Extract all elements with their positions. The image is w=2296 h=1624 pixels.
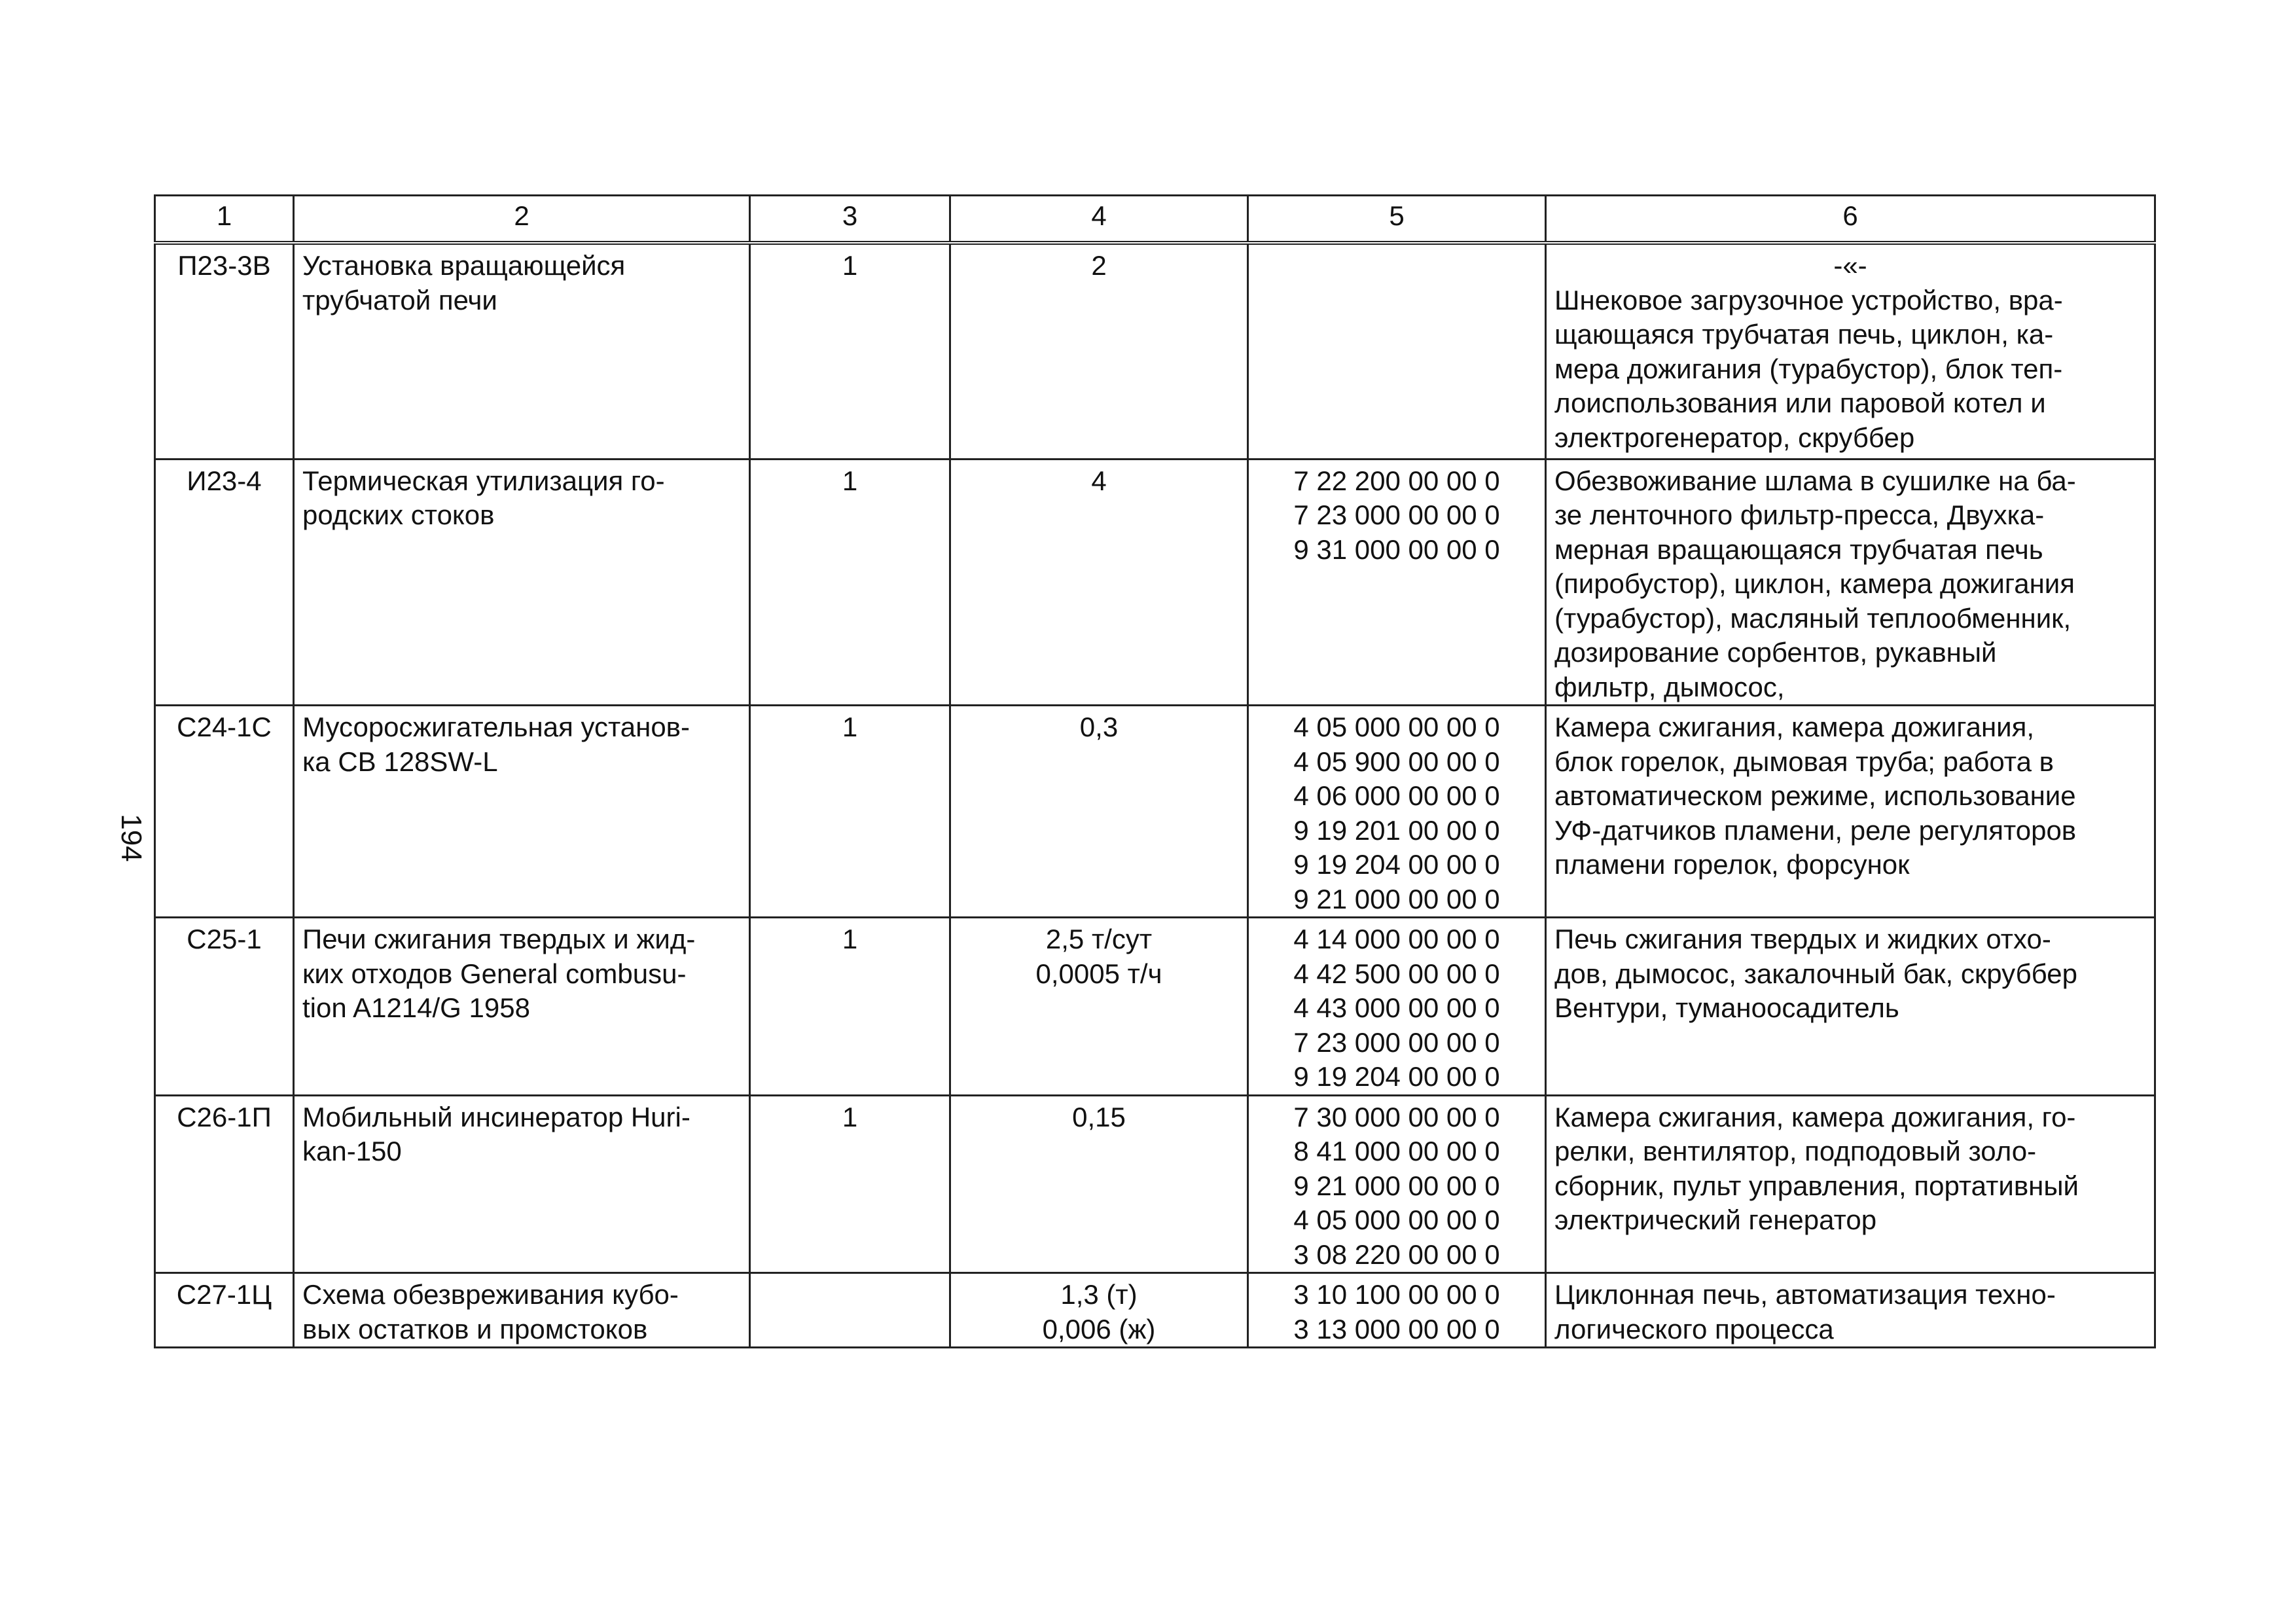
cell-qty: 1 — [750, 918, 950, 1096]
cell-capacity: 4 — [950, 459, 1248, 706]
cell-capacity: 2,5 т/сут 0,0005 т/ч — [950, 918, 1248, 1096]
cell-waste-codes: 3 10 100 00 00 0 3 13 000 00 00 0 — [1248, 1273, 1546, 1348]
table-body — [155, 243, 2155, 1348]
cell-name: Печи сжигания твердых и жид- ких отходов General combusu- tion A1214/G 1958 — [294, 918, 750, 1096]
cell-waste-codes — [1248, 243, 1546, 459]
table-row — [155, 1095, 2155, 1273]
header-col-3: 3 — [750, 196, 950, 244]
cell-qty: 1 — [750, 706, 950, 918]
cell-code: И23-4 — [155, 459, 294, 706]
table-row — [155, 706, 2155, 918]
cell-qty: 1 — [750, 1095, 950, 1273]
cell-name: Мусоросжигательная установ- ка CB 128SW-L — [294, 706, 750, 918]
cell-description: Циклонная печь, автоматизация техно- логического процесса — [1546, 1273, 2155, 1348]
cell-description — [1546, 243, 2155, 459]
cell-code: С26-1П — [155, 1095, 294, 1273]
cell-waste-codes: 7 30 000 00 00 0 8 41 000 00 00 0 9 21 000 00 00 0 4 05 000 00 00 0 3 08 220 00 00 0 — [1248, 1095, 1546, 1273]
cell-description: Обезвоживание шлама в сушилке на ба- зе ленточного фильтр-пресса, Двухка- мерная вращающаяся трубчатая печь (пиробустор), циклон, камера дожигания (турабустор), масляный теплообменник, дозирование сорбентов, рукавный фильтр, дымосос, — [1546, 459, 2155, 706]
cell-code: С25-1 — [155, 918, 294, 1096]
cell-code: С27-1Ц — [155, 1273, 294, 1348]
cell-waste-codes: 4 14 000 00 00 0 4 42 500 00 00 0 4 43 000 00 00 0 7 23 000 00 00 0 9 19 204 00 00 0 — [1248, 918, 1546, 1096]
table-row — [155, 243, 2155, 459]
cell-name: Установка вращающейся трубчатой печи — [294, 243, 750, 459]
header-col-5: 5 — [1248, 196, 1546, 244]
equipment-table — [154, 194, 2156, 1348]
cell-capacity: 2 — [950, 243, 1248, 459]
cell-qty — [750, 1273, 950, 1348]
cell-capacity: 0,15 — [950, 1095, 1248, 1273]
table-header — [155, 196, 2155, 244]
header-col-4: 4 — [950, 196, 1248, 244]
cell-description: Камера сжигания, камера дожигания, блок горелок, дымовая труба; работа в автоматическом режиме, использование УФ-датчиков пламени, реле регуляторов пламени горелок, форсунок — [1546, 706, 2155, 918]
cell-name: Схема обезвреживания кубо- вых остатков и промстоков — [294, 1273, 750, 1348]
cell-name: Термическая утилизация го- родских стоков — [294, 459, 750, 706]
cell-description: Камера сжигания, камера дожигания, го- релки, вентилятор, подподовый золо- сборник, пульт управления, портативный электрический генератор — [1546, 1095, 2155, 1273]
cell-name: Мобильный инсинератор Huri- kan-150 — [294, 1095, 750, 1273]
cell-waste-codes: 7 22 200 00 00 0 7 23 000 00 00 0 9 31 000 00 00 0 — [1248, 459, 1546, 706]
header-col-2: 2 — [294, 196, 750, 244]
table-row — [155, 918, 2155, 1096]
header-col-6: 6 — [1546, 196, 2155, 244]
table-row — [155, 1273, 2155, 1348]
ditto-mark: -«- — [1833, 250, 1867, 281]
cell-code: С24-1С — [155, 706, 294, 918]
page-number: 194 — [115, 814, 147, 862]
cell-qty: 1 — [750, 243, 950, 459]
cell-code: П23-3В — [155, 243, 294, 459]
cell-description: Печь сжигания твердых и жидких отхо- дов, дымосос, закалочный бак, скруббер Вентури, туманоосадитель — [1546, 918, 2155, 1096]
cell-waste-codes: 4 05 000 00 00 0 4 05 900 00 00 0 4 06 000 00 00 0 9 19 201 00 00 0 9 19 204 00 00 0 9 21 000 00 00 0 — [1248, 706, 1546, 918]
header-col-1: 1 — [155, 196, 294, 244]
description-text: Шнековое загрузочное устройство, вра- щающаяся трубчатая печь, циклон, ка- мера дожигания (турабустор), блок теп- лоиспользования или паровой котел и электрогенератор, скруббер — [1554, 284, 2063, 453]
cell-qty: 1 — [750, 459, 950, 706]
table-row — [155, 459, 2155, 706]
cell-capacity: 1,3 (т) 0,006 (ж) — [950, 1273, 1248, 1348]
cell-capacity: 0,3 — [950, 706, 1248, 918]
header-row — [155, 196, 2155, 244]
